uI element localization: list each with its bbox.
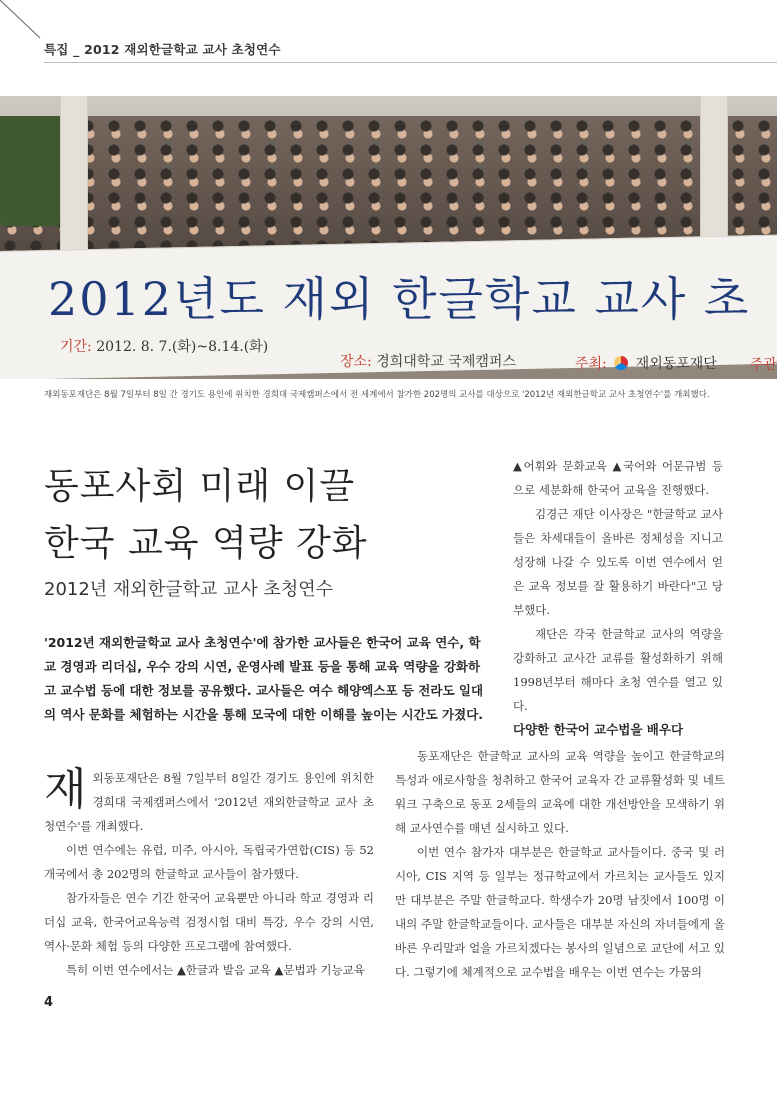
- section-header: 특집 _ 2012 재외한글학교 교사 초청연수: [44, 42, 281, 57]
- article-title-line1: 동포사회 미래 이끌: [44, 466, 356, 507]
- tree-image: [0, 116, 60, 226]
- group-photo: [0, 96, 777, 379]
- paragraph: [44, 766, 374, 838]
- paragraph: ▲어휘와 문화교육 ▲국어와 어문규범 등으로 세분화해 한국어 교육을 진행했다.: [513, 459, 723, 497]
- banner-host: [575, 353, 717, 373]
- period-value: 2012. 8. 7.(화)~8.14.(화): [96, 339, 269, 355]
- paragraph: 재단은 각국 한글학교 교사의 역량을 강화하고 교사간 교류를 활성화하기 위해 1998년부터 해마다 초청 연수를 열고 있다.: [513, 627, 723, 713]
- venue-value: 경희대학교 국제캠퍼스: [376, 354, 516, 370]
- paragraph: 이번 연수 참가자 대부분은 한글학교 교사들이다. 중국 및 러시아, CIS 지역 등 일부는 정규학교에서 가르치는 교사들도 있지만 대부분은 주말 한글학교다. 학생수가 20명 남짓에서 100명 이내의 주말 한글학교들이다. 교사들은 대부분 자신의 자녀들에게 올바른 우리말과 얼을 가르치겠다는 봉사의 일념으로 교단에 서고 있다. 그렇기에 체계적으로 교수법을 배우는 이번 연수는 가뭄의: [395, 845, 725, 979]
- section-heading: 다양한 한국어 교수법을 배우다: [513, 722, 684, 737]
- right-column-bottom: [395, 744, 725, 984]
- banner-venue: [340, 351, 516, 371]
- paragraph: 이번 연수에는 유럽, 미주, 아시아, 독립국가연합(CIS) 등 52개국에서 총 202명의 한글학교 교사들이 참가했다.: [44, 843, 374, 881]
- drop-cap: 재: [44, 764, 87, 815]
- banner-organizer: 주관: [750, 357, 777, 373]
- photo-caption: 재외동포재단은 8월 7일부터 8일 간 경기도 용인에 위치한 경희대 국제캠퍼스에서 전 세계에서 참가한 202명의 교사를 대상으로 '2012년 재외한글학교 교사 초청연수'를 개최했다.: [44, 390, 710, 400]
- period-label: 기간:: [60, 339, 92, 355]
- host-value: 재외동포재단: [635, 356, 717, 372]
- article-title-line2: 한국 교육 역량 강화: [44, 523, 368, 564]
- left-column-body: [44, 766, 374, 982]
- page-number: 4: [44, 995, 54, 1010]
- host-label: 주최:: [575, 356, 607, 372]
- foundation-logo-icon: [614, 356, 628, 370]
- paragraph: 특히 이번 연수에서는 ▲한글과 발음 교육 ▲문법과 기능교육: [66, 963, 365, 977]
- paragraph: 김경근 재단 이사장은 "한글학교 교사들은 차세대들이 올바른 정체성을 지니고 성장해 나갈 수 있도록 이번 연수에서 얻은 교육 정보를 잘 활용하기 바란다"고 당부했다.: [513, 507, 723, 617]
- right-column-top: [513, 454, 723, 718]
- article-subtitle: 2012년 재외한글학교 교사 초청연수: [44, 579, 334, 600]
- banner-title: 2012년도 재외 한글학교 교사 초: [48, 272, 751, 326]
- paragraph: 동포재단은 한글학교 교사의 교육 역량을 높이고 한글학교의 특성과 애로사항을 청취하고 한국어 교육자 간 교류활성화 및 네트워크 구축으로 동포 2세들의 교육에 대한 개선방안을 모색하기 위해 교사연수를 매년 실시하고 있다.: [395, 749, 725, 835]
- header-divider: [44, 62, 777, 63]
- venue-label: 장소:: [340, 354, 372, 370]
- paragraph: 참가자들은 연수 기간 한국어 교육뿐만 아니라 학교 경영과 리더십 교육, 한국어교육능력 검정시험 대비 특강, 우수 강의 시연, 역사·문화 체험 등의 다양한 프로그램에 참여했다.: [44, 891, 374, 953]
- banner-period: [60, 336, 268, 356]
- paragraph-text: 외동포재단은 8월 7일부터 8일간 경기도 용인에 위치한 경희대 국제캠퍼스에서 '2012년 재외한글학교 교사 초청연수'를 개최했다.: [44, 771, 374, 833]
- article-lead: '2012년 재외한글학교 교사 초청연수'에 참가한 교사들은 한국어 교육 연수, 학교 경영과 리더십, 우수 강의 시연, 운영사례 발표 등을 통해 교육 역량을 강화하고 교수법 등에 대한 정보를 공유했다. 교사들은 여수 해양엑스포 등 전라도 일대의 역사 문화를 체험하는 시간을 통해 모국에 대한 이해를 높이는 시간도 가졌다.: [44, 635, 484, 722]
